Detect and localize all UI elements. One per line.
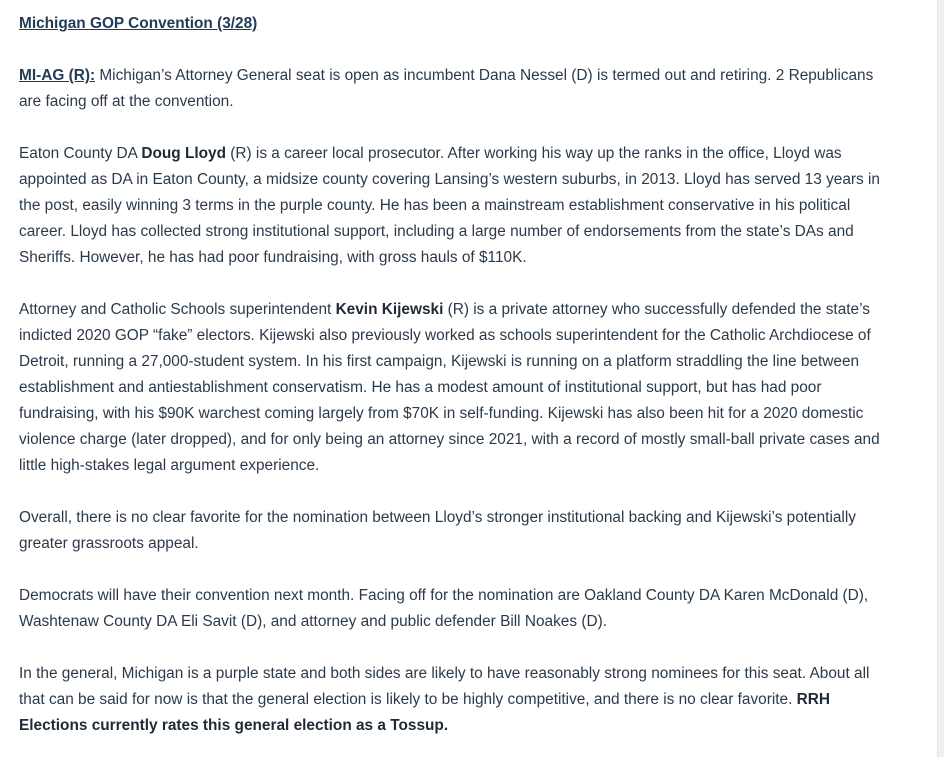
paragraph-candidate-lloyd — [19, 141, 899, 271]
kijewski-bio-text: (R) is a private attorney who successfully defended the state’s indicted 2020 GOP “fake” electors. Kijewski also previously worked as schools superintendent for the Catholic Archdiocese of Detroit, running a 27,000-student system. In his first campaign, Kijewski is running on a platform straddling the line between establishment and antiestablishment conservatism. He has a modest amount of institutional support, but has had poor fundraising, with his $90K warchest coming largely from $70K in self-funding. Kijewski has also been hit for a 2020 domestic violence charge (later dropped), and for only being an attorney since 2021, with a record of mostly small-ball private cases and little high-stakes legal argument experience. — [19, 301, 880, 474]
race-rating: RRH Elections currently rates this general election as a Tossup. — [19, 691, 831, 734]
general-election-text: In the general, Michigan is a purple state and both sides are likely to have reasonably strong nominees for this seat. About all that can be said for now is that the general election is likely to be highly competitive, and there is no clear favorite. — [19, 665, 870, 708]
paragraph-candidate-kijewski — [19, 297, 899, 479]
section-heading: Michigan GOP Convention (3/28) — [19, 15, 258, 32]
paragraph-general-election — [19, 661, 899, 739]
race-intro-text: Michigan’s Attorney General seat is open as incumbent Dana Nessel (D) is termed out and retiring. 2 Republicans are facing off at the convention. — [19, 67, 874, 110]
candidate-name-kijewski: Kevin Kijewski — [335, 301, 444, 318]
kijewski-intro-text: Attorney and Catholic Schools superintendent — [19, 301, 336, 318]
paragraph-democrats: Democrats will have their convention next month. Facing off for the nomination are Oakland County DA Karen McDonald (D), Washtenaw County DA Eli Savit (D), and attorney and public defender Bill Noakes (D). — [19, 587, 869, 630]
paragraph-race-intro — [19, 63, 899, 115]
vertical-scrollbar[interactable] — [937, 0, 944, 757]
lloyd-intro-text: Eaton County DA — [19, 145, 142, 162]
race-label: MI-AG (R): — [19, 67, 96, 84]
lloyd-bio-text: (R) is a career local prosecutor. After working his way up the ranks in the office, Lloyd was appointed as DA in Eaton County, a midsize county covering Lansing’s western suburbs, in 2013. Lloyd has served 13 years in the post, easily winning 3 terms in the purple county. He has been a mainstream establishment conservative in his political career. Lloyd has collected strong institutional support, including a large number of endorsements from the state’s DAs and Sheriffs. However, he has had poor fundraising, with gross hauls of $110K. — [19, 145, 880, 266]
paragraph-overall: Overall, there is no clear favorite for the nomination between Lloyd’s stronger institutional backing and Kijewski’s potentially greater grassroots appeal. — [19, 509, 856, 552]
article-body — [19, 11, 899, 757]
candidate-name-lloyd: Doug Lloyd — [141, 145, 226, 162]
